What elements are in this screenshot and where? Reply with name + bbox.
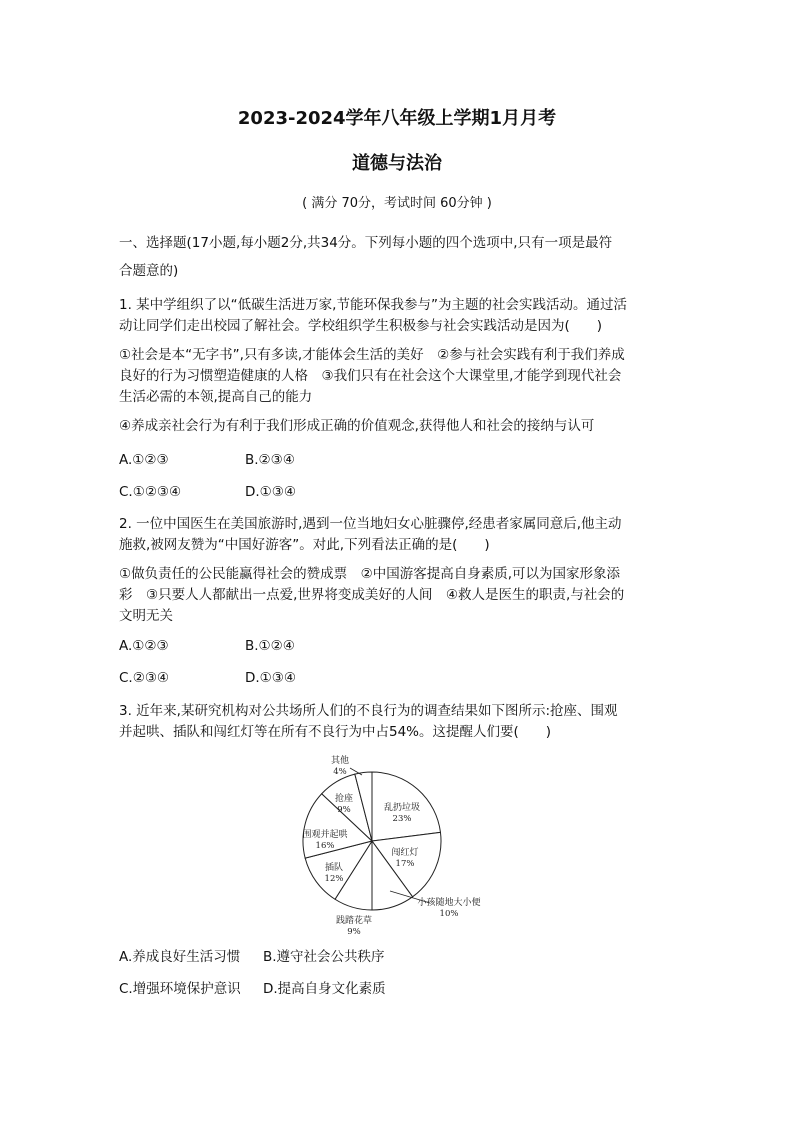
q2-option-a[interactable]: A.①②③ xyxy=(119,638,169,654)
pie-percent-4: 9% xyxy=(347,927,361,937)
q2-stem-line-1: 2. 一位中国医生在美国旅游时,遇到一位当地妇女心脏骤停,经患者家属同意后,他主动 xyxy=(119,516,622,532)
q2-statement-line-1: ①做负责任的公民能赢得社会的赞成票 ②中国游客提高自身素质,可以为国家形象添 xyxy=(119,566,620,582)
q2-option-b[interactable]: B.①②④ xyxy=(245,638,295,654)
bad-behavior-pie-chart xyxy=(290,742,510,942)
q1-option-a[interactable]: A.①②③ xyxy=(119,452,169,468)
q1-statement-line-4: ④养成亲社会行为有利于我们形成正确的价值观念,获得他人和社会的接纳与认可 xyxy=(119,418,595,434)
pie-label-6: 围观并起哄 xyxy=(302,830,348,840)
pie-label-7: 抢座 xyxy=(334,794,354,804)
q3-option-d[interactable]: D.提高自身文化素质 xyxy=(263,981,386,997)
q1-option-c[interactable]: C.①②③④ xyxy=(119,484,182,500)
subject-title: 道德与法治 xyxy=(352,153,442,174)
q2-stem-line-2: 施救,被网友赞为“中国好游客”。对此,下列看法正确的是( ) xyxy=(119,537,490,553)
q2-statement-line-3: 文明无关 xyxy=(119,608,173,624)
q1-stem-line-1: 1. 某中学组织了以“低碳生活进万家,节能环保我参与”为主题的社会实践活动。通过活 xyxy=(119,297,627,313)
pie-percent-2: 17% xyxy=(395,859,415,869)
q2-statement-line-2: 彩 ③只要人人都献出一点爱,世界将变成美好的人间 ④救人是医生的职责,与社会的 xyxy=(119,587,625,603)
q2-option-c[interactable]: C.②③④ xyxy=(119,670,170,686)
q1-option-b[interactable]: B.②③④ xyxy=(245,452,295,468)
exam-title: 2023-2024学年八年级上学期1月月考 xyxy=(237,108,557,129)
section-heading-line-1: 一、选择题(17小题,每小题2分,共34分。下列每小题的四个选项中,只有一项是最符 xyxy=(119,235,613,251)
section-heading-line-2: 合题意的) xyxy=(119,263,179,279)
pie-label-5: 插队 xyxy=(324,863,344,873)
q1-statement-line-3: 生活必需的本领,提高自己的能力 xyxy=(119,389,313,405)
pie-percent-3: 10% xyxy=(439,909,459,919)
q3-option-b[interactable]: B.遵守社会公共秩序 xyxy=(263,949,385,965)
pie-percent-7: 9% xyxy=(337,805,351,815)
q1-option-d[interactable]: D.①③④ xyxy=(245,484,296,500)
pie-percent-5: 12% xyxy=(324,874,344,884)
q3-option-c[interactable]: C.增强环境保护意识 xyxy=(119,981,241,997)
q1-statement-line-1: ①社会是本“无字书”,只有多读,才能体会生活的美好 ②参与社会实践有利于我们养成 xyxy=(119,347,625,363)
q1-statement-line-2: 良好的行为习惯塑造健康的人格 ③我们只有在社会这个大课堂里,才能学到现代社会 xyxy=(119,368,622,384)
q3-stem-line-1: 3. 近年来,某研究机构对公共场所人们的不良行为的调查结果如下图所示:抢座、围观 xyxy=(119,703,618,719)
pie-label-4: 践踏花草 xyxy=(335,916,373,926)
pie-percent-6: 16% xyxy=(315,841,335,851)
q3-stem-line-2: 并起哄、插队和闯红灯等在所有不良行为中占54%。这提醒人们要( ) xyxy=(119,724,552,740)
pie-label-8: 其他 xyxy=(330,756,350,766)
pie-label-2: 闯红灯 xyxy=(391,848,419,858)
q1-stem-line-2: 动让同学们走出校园了解社会。学校组织学生积极参与社会实践活动是因为( ) xyxy=(119,318,603,334)
q3-option-a[interactable]: A.养成良好生活习惯 xyxy=(119,949,241,965)
pie-label-3: 小孩随地大小便 xyxy=(417,898,481,908)
pie-label-1: 乱扔垃圾 xyxy=(383,803,421,813)
q2-option-d[interactable]: D.①③④ xyxy=(245,670,296,686)
pie-percent-1: 23% xyxy=(392,814,412,824)
pie-percent-8: 4% xyxy=(333,767,347,777)
exam-info: ( 满分 70分，考试时间 60分钟 ) xyxy=(302,196,492,211)
